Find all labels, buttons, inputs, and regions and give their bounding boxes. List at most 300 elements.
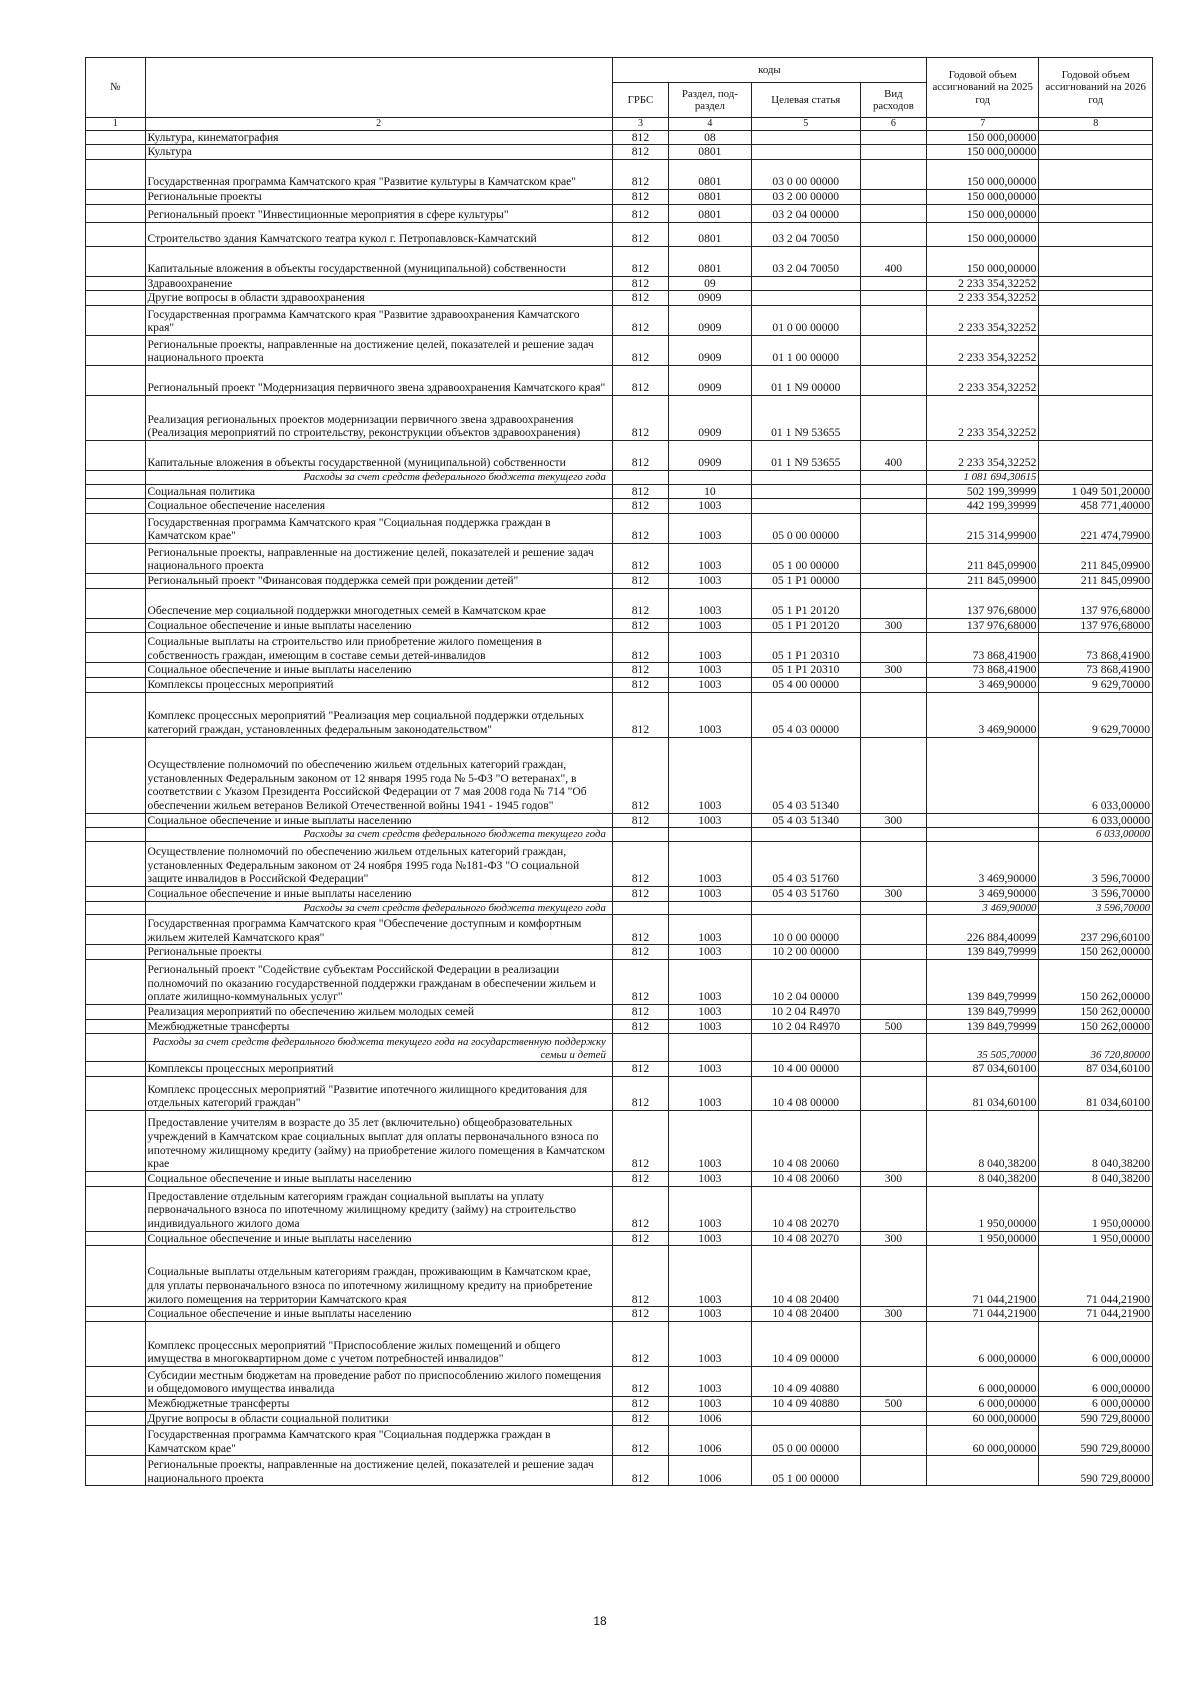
row-exp-type bbox=[860, 222, 926, 246]
row-exp-type bbox=[860, 513, 926, 543]
row-target: 10 4 08 20060 bbox=[751, 1172, 860, 1187]
row-name: Комплекс процессных мероприятий "Реализация мер социальной поддержки отдельных категорий граждан, установленных федеральным законодательством" bbox=[145, 692, 612, 737]
row-target: 01 1 N9 53655 bbox=[751, 440, 860, 470]
row-amount-2025: 150 000,00000 bbox=[926, 204, 1038, 222]
row-number bbox=[86, 513, 146, 543]
row-exp-type bbox=[860, 960, 926, 1005]
row-grbs: 812 bbox=[612, 543, 668, 573]
row-amount-2026: 1 049 501,20000 bbox=[1039, 484, 1153, 499]
row-amount-2026: 6 000,00000 bbox=[1039, 1397, 1153, 1412]
row-target: 05 4 03 00000 bbox=[751, 692, 860, 737]
row-grbs: 812 bbox=[612, 945, 668, 960]
row-amount-2025: 226 884,40099 bbox=[926, 915, 1038, 945]
row-section: 1003 bbox=[669, 1172, 752, 1187]
row-amount-2025: 6 000,00000 bbox=[926, 1322, 1038, 1367]
row-target: 05 0 00 00000 bbox=[751, 513, 860, 543]
row-number bbox=[86, 737, 146, 813]
row-number bbox=[86, 663, 146, 678]
row-exp-type bbox=[860, 737, 926, 813]
row-section: 0909 bbox=[669, 440, 752, 470]
row-amount-2026: 150 262,00000 bbox=[1039, 945, 1153, 960]
row-amount-2026: 6 000,00000 bbox=[1039, 1367, 1153, 1397]
row-number bbox=[86, 130, 146, 145]
row-number bbox=[86, 1005, 146, 1020]
row-section: 0801 bbox=[669, 222, 752, 246]
row-exp-type bbox=[860, 130, 926, 145]
row-section bbox=[669, 828, 752, 842]
row-exp-type: 300 bbox=[860, 813, 926, 828]
row-grbs: 812 bbox=[612, 335, 668, 365]
row-amount-2025: 73 868,41900 bbox=[926, 663, 1038, 678]
row-grbs bbox=[612, 470, 668, 484]
header-target: Целевая статья bbox=[751, 83, 860, 118]
row-section bbox=[669, 1034, 752, 1062]
table-row bbox=[86, 618, 1153, 633]
row-amount-2025: 35 505,70000 bbox=[926, 1034, 1038, 1062]
row-grbs: 812 bbox=[612, 813, 668, 828]
row-amount-2026: 8 040,38200 bbox=[1039, 1111, 1153, 1172]
row-amount-2026: 73 868,41900 bbox=[1039, 663, 1153, 678]
row-amount-2025: 442 199,39999 bbox=[926, 499, 1038, 514]
row-amount-2025: 81 034,60100 bbox=[926, 1077, 1038, 1111]
row-grbs: 812 bbox=[612, 246, 668, 276]
row-grbs: 812 bbox=[612, 1307, 668, 1322]
row-target bbox=[751, 484, 860, 499]
row-section: 1003 bbox=[669, 1367, 752, 1397]
row-amount-2026: 87 034,60100 bbox=[1039, 1062, 1153, 1077]
row-section: 1003 bbox=[669, 915, 752, 945]
row-number bbox=[86, 484, 146, 499]
row-amount-2025: 71 044,21900 bbox=[926, 1246, 1038, 1307]
row-exp-type bbox=[860, 499, 926, 514]
table-row bbox=[86, 1231, 1153, 1246]
row-section: 1003 bbox=[669, 1019, 752, 1034]
table-row bbox=[86, 440, 1153, 470]
row-exp-type bbox=[860, 1111, 926, 1172]
row-exp-type bbox=[860, 945, 926, 960]
row-amount-2026: 458 771,40000 bbox=[1039, 499, 1153, 514]
row-number bbox=[86, 573, 146, 588]
row-section: 1003 bbox=[669, 1005, 752, 1020]
row-grbs: 812 bbox=[612, 130, 668, 145]
row-amount-2026 bbox=[1039, 222, 1153, 246]
row-amount-2026: 1 950,00000 bbox=[1039, 1186, 1153, 1231]
row-amount-2025: 211 845,09900 bbox=[926, 573, 1038, 588]
row-target: 05 4 03 51760 bbox=[751, 842, 860, 887]
table-row bbox=[86, 222, 1153, 246]
row-exp-type bbox=[860, 365, 926, 395]
row-amount-2025: 150 000,00000 bbox=[926, 189, 1038, 204]
row-number bbox=[86, 204, 146, 222]
table-row bbox=[86, 813, 1153, 828]
row-amount-2025: 3 469,90000 bbox=[926, 842, 1038, 887]
row-amount-2026 bbox=[1039, 159, 1153, 189]
col-number: 2 bbox=[145, 118, 612, 131]
row-amount-2025: 139 849,79999 bbox=[926, 1005, 1038, 1020]
table-row bbox=[86, 1397, 1153, 1412]
row-target bbox=[751, 828, 860, 842]
row-number bbox=[86, 335, 146, 365]
row-amount-2025: 3 469,90000 bbox=[926, 901, 1038, 915]
row-target: 10 4 08 20400 bbox=[751, 1307, 860, 1322]
table-row bbox=[86, 1077, 1153, 1111]
table-row bbox=[86, 145, 1153, 160]
row-number bbox=[86, 222, 146, 246]
row-amount-2026: 8 040,38200 bbox=[1039, 1172, 1153, 1187]
row-grbs: 812 bbox=[612, 842, 668, 887]
row-grbs bbox=[612, 1034, 668, 1062]
row-number bbox=[86, 1062, 146, 1077]
row-amount-2026 bbox=[1039, 470, 1153, 484]
row-number bbox=[86, 246, 146, 276]
row-amount-2026 bbox=[1039, 365, 1153, 395]
federal-budget-note-row bbox=[86, 1034, 1153, 1062]
row-amount-2026 bbox=[1039, 291, 1153, 306]
row-grbs: 812 bbox=[612, 1426, 668, 1456]
row-target: 10 4 00 00000 bbox=[751, 1062, 860, 1077]
row-number bbox=[86, 1246, 146, 1307]
row-number bbox=[86, 470, 146, 484]
table-row bbox=[86, 543, 1153, 573]
row-exp-type bbox=[860, 828, 926, 842]
row-amount-2026: 211 845,09900 bbox=[1039, 573, 1153, 588]
table-row bbox=[86, 291, 1153, 306]
row-amount-2026: 3 596,70000 bbox=[1039, 842, 1153, 887]
col-number: 4 bbox=[669, 118, 752, 131]
row-target bbox=[751, 499, 860, 514]
row-target bbox=[751, 470, 860, 484]
row-exp-type: 400 bbox=[860, 440, 926, 470]
table-row bbox=[86, 276, 1153, 291]
row-target: 10 4 08 20270 bbox=[751, 1186, 860, 1231]
table-row bbox=[86, 677, 1153, 692]
row-target bbox=[751, 901, 860, 915]
row-amount-2026 bbox=[1039, 189, 1153, 204]
row-amount-2026: 237 296,60100 bbox=[1039, 915, 1153, 945]
row-exp-type bbox=[860, 1186, 926, 1231]
row-target: 10 4 09 40880 bbox=[751, 1397, 860, 1412]
row-target: 10 0 00 00000 bbox=[751, 915, 860, 945]
table-row bbox=[86, 663, 1153, 678]
row-amount-2026: 1 950,00000 bbox=[1039, 1231, 1153, 1246]
row-grbs: 812 bbox=[612, 1411, 668, 1426]
row-amount-2026 bbox=[1039, 145, 1153, 160]
row-name: Социальное обеспечение и иные выплаты населению bbox=[145, 887, 612, 902]
row-name: Межбюджетные трансферты bbox=[145, 1019, 612, 1034]
row-section: 1003 bbox=[669, 588, 752, 618]
row-section: 0909 bbox=[669, 305, 752, 335]
row-grbs: 812 bbox=[612, 1077, 668, 1111]
row-target: 10 4 08 20400 bbox=[751, 1246, 860, 1307]
row-exp-type bbox=[860, 1246, 926, 1307]
row-grbs: 812 bbox=[612, 618, 668, 633]
row-exp-type bbox=[860, 395, 926, 440]
row-grbs bbox=[612, 901, 668, 915]
row-number bbox=[86, 692, 146, 737]
row-number bbox=[86, 1456, 146, 1486]
row-name: Региональные проекты, направленные на достижение целей, показателей и решение задач национального проекта bbox=[145, 1456, 612, 1486]
row-number bbox=[86, 633, 146, 663]
row-section bbox=[669, 470, 752, 484]
row-target: 05 4 00 00000 bbox=[751, 677, 860, 692]
row-number bbox=[86, 887, 146, 902]
row-amount-2026: 73 868,41900 bbox=[1039, 633, 1153, 663]
row-target: 05 0 00 00000 bbox=[751, 1426, 860, 1456]
row-exp-type bbox=[860, 305, 926, 335]
row-number bbox=[86, 1186, 146, 1231]
row-grbs: 812 bbox=[612, 633, 668, 663]
col-number: 3 bbox=[612, 118, 668, 131]
table-row bbox=[86, 573, 1153, 588]
row-amount-2025: 2 233 354,32252 bbox=[926, 365, 1038, 395]
row-section: 1006 bbox=[669, 1456, 752, 1486]
row-exp-type bbox=[860, 484, 926, 499]
row-grbs: 812 bbox=[612, 204, 668, 222]
row-amount-2026: 9 629,70000 bbox=[1039, 692, 1153, 737]
row-name: Государственная программа Камчатского края "Развитие здравоохранения Камчатского края" bbox=[145, 305, 612, 335]
row-grbs: 812 bbox=[612, 189, 668, 204]
row-number bbox=[86, 1307, 146, 1322]
row-amount-2025: 215 314,99900 bbox=[926, 513, 1038, 543]
row-section: 1003 bbox=[669, 499, 752, 514]
col-number: 7 bbox=[926, 118, 1038, 131]
row-target bbox=[751, 1034, 860, 1062]
table-row bbox=[86, 842, 1153, 887]
row-name: Обеспечение мер социальной поддержки многодетных семей в Камчатском крае bbox=[145, 588, 612, 618]
table-row bbox=[86, 945, 1153, 960]
row-exp-type bbox=[860, 470, 926, 484]
row-amount-2026 bbox=[1039, 204, 1153, 222]
row-name: Другие вопросы в области социальной политики bbox=[145, 1411, 612, 1426]
row-amount-2026 bbox=[1039, 305, 1153, 335]
row-grbs: 812 bbox=[612, 440, 668, 470]
row-exp-type bbox=[860, 159, 926, 189]
row-grbs: 812 bbox=[612, 1246, 668, 1307]
table-row bbox=[86, 246, 1153, 276]
table-row bbox=[86, 887, 1153, 902]
row-grbs: 812 bbox=[612, 887, 668, 902]
row-section: 1003 bbox=[669, 1322, 752, 1367]
row-name: Социальное обеспечение и иные выплаты населению bbox=[145, 618, 612, 633]
row-exp-type: 300 bbox=[860, 618, 926, 633]
row-target: 01 1 00 00000 bbox=[751, 335, 860, 365]
row-amount-2025: 60 000,00000 bbox=[926, 1426, 1038, 1456]
row-name: Региональный проект "Модернизация первичного звена здравоохранения Камчатского края" bbox=[145, 365, 612, 395]
row-amount-2025: 87 034,60100 bbox=[926, 1062, 1038, 1077]
row-exp-type bbox=[860, 291, 926, 306]
row-section: 1003 bbox=[669, 677, 752, 692]
table-row bbox=[86, 189, 1153, 204]
row-number bbox=[86, 1077, 146, 1111]
row-grbs: 812 bbox=[612, 1322, 668, 1367]
row-name: Реализация мероприятий по обеспечению жильем молодых семей bbox=[145, 1005, 612, 1020]
row-amount-2025: 71 044,21900 bbox=[926, 1307, 1038, 1322]
table-row bbox=[86, 1367, 1153, 1397]
row-grbs: 812 bbox=[612, 513, 668, 543]
row-section: 1003 bbox=[669, 945, 752, 960]
row-name: Комплексы процессных мероприятий bbox=[145, 677, 612, 692]
row-target: 10 2 04 00000 bbox=[751, 960, 860, 1005]
row-grbs: 812 bbox=[612, 737, 668, 813]
row-grbs: 812 bbox=[612, 159, 668, 189]
row-section: 1003 bbox=[669, 618, 752, 633]
row-target: 05 1 00 00000 bbox=[751, 543, 860, 573]
row-exp-type bbox=[860, 1426, 926, 1456]
row-amount-2025: 211 845,09900 bbox=[926, 543, 1038, 573]
table-row bbox=[86, 1246, 1153, 1307]
row-amount-2025: 3 469,90000 bbox=[926, 692, 1038, 737]
row-grbs: 812 bbox=[612, 1172, 668, 1187]
row-grbs: 812 bbox=[612, 915, 668, 945]
row-section: 1006 bbox=[669, 1426, 752, 1456]
table-row bbox=[86, 204, 1153, 222]
budget-table-sheet bbox=[85, 57, 1153, 1486]
row-target: 10 4 09 00000 bbox=[751, 1322, 860, 1367]
row-amount-2026: 3 596,70000 bbox=[1039, 887, 1153, 902]
row-target: 10 4 08 20270 bbox=[751, 1231, 860, 1246]
row-name: Комплексы процессных мероприятий bbox=[145, 1062, 612, 1077]
table-row bbox=[86, 1307, 1153, 1322]
budget-table bbox=[85, 57, 1153, 1486]
table-row bbox=[86, 1005, 1153, 1020]
row-amount-2026: 137 976,68000 bbox=[1039, 588, 1153, 618]
row-name: Государственная программа Камчатского края "Социальная поддержка граждан в Камчатском крае" bbox=[145, 513, 612, 543]
row-target bbox=[751, 130, 860, 145]
row-target: 05 4 03 51340 bbox=[751, 813, 860, 828]
row-name: Осуществление полномочий по обеспечению жильем отдельных категорий граждан, установленных Федеральным законом от 24 ноября 1995 года №181-ФЗ "О социальной защите инвалидов в Российской Федерации" bbox=[145, 842, 612, 887]
table-row bbox=[86, 692, 1153, 737]
row-number bbox=[86, 901, 146, 915]
row-name: Межбюджетные трансферты bbox=[145, 1397, 612, 1412]
row-section: 1003 bbox=[669, 1111, 752, 1172]
row-grbs: 812 bbox=[612, 222, 668, 246]
row-amount-2026: 71 044,21900 bbox=[1039, 1246, 1153, 1307]
row-number bbox=[86, 1019, 146, 1034]
row-exp-type bbox=[860, 901, 926, 915]
row-name: Здравоохранение bbox=[145, 276, 612, 291]
row-amount-2025: 2 233 354,32252 bbox=[926, 395, 1038, 440]
row-amount-2026: 3 596,70000 bbox=[1039, 901, 1153, 915]
row-grbs: 812 bbox=[612, 291, 668, 306]
row-target: 03 2 04 70050 bbox=[751, 246, 860, 276]
row-section bbox=[669, 901, 752, 915]
row-exp-type bbox=[860, 633, 926, 663]
row-number bbox=[86, 543, 146, 573]
row-target: 03 0 00 00000 bbox=[751, 159, 860, 189]
row-name: Региональные проекты, направленные на достижение целей, показателей и решение задач национального проекта bbox=[145, 543, 612, 573]
row-section: 1003 bbox=[669, 813, 752, 828]
row-exp-type bbox=[860, 915, 926, 945]
row-name: Социальное обеспечение и иные выплаты населению bbox=[145, 1231, 612, 1246]
row-name: Предоставление учителям в возрасте до 35 лет (включительно) общеобразовательных учреждений в Камчатском крае социальных выплат для оплаты первоначального взноса по ипотечному жилищному кредиту (займу) на приобретение жилого помещения в Камчатском крае bbox=[145, 1111, 612, 1172]
row-amount-2026: 211 845,09900 bbox=[1039, 543, 1153, 573]
row-number bbox=[86, 1231, 146, 1246]
row-grbs: 812 bbox=[612, 663, 668, 678]
row-target: 03 2 00 00000 bbox=[751, 189, 860, 204]
row-number bbox=[86, 189, 146, 204]
row-amount-2025: 137 976,68000 bbox=[926, 618, 1038, 633]
row-amount-2025 bbox=[926, 1456, 1038, 1486]
col-number: 5 bbox=[751, 118, 860, 131]
row-amount-2026: 150 262,00000 bbox=[1039, 1005, 1153, 1020]
row-number bbox=[86, 1397, 146, 1412]
row-amount-2025: 2 233 354,32252 bbox=[926, 291, 1038, 306]
row-name: Расходы за счет средств федерального бюджета текущего года на государственную поддержку семьи и детей bbox=[145, 1034, 612, 1062]
row-section: 0801 bbox=[669, 189, 752, 204]
row-section: 09 bbox=[669, 276, 752, 291]
page-number: 18 bbox=[593, 1614, 607, 1628]
row-grbs: 812 bbox=[612, 395, 668, 440]
row-exp-type bbox=[860, 677, 926, 692]
row-exp-type: 300 bbox=[860, 887, 926, 902]
row-number bbox=[86, 1426, 146, 1456]
row-amount-2026: 6 033,00000 bbox=[1039, 813, 1153, 828]
row-amount-2026 bbox=[1039, 130, 1153, 145]
row-amount-2025: 150 000,00000 bbox=[926, 130, 1038, 145]
row-exp-type bbox=[860, 1034, 926, 1062]
table-row bbox=[86, 1456, 1153, 1486]
row-exp-type bbox=[860, 573, 926, 588]
row-amount-2026 bbox=[1039, 395, 1153, 440]
row-number bbox=[86, 291, 146, 306]
row-exp-type: 500 bbox=[860, 1019, 926, 1034]
table-row bbox=[86, 305, 1153, 335]
row-name: Комплекс процессных мероприятий "Приспособление жилых помещений и общего имущества в многоквартирном доме с учетом потребностей инвалидов" bbox=[145, 1322, 612, 1367]
table-row bbox=[86, 365, 1153, 395]
row-name: Расходы за счет средств федерального бюджета текущего года bbox=[145, 828, 612, 842]
row-target: 10 2 04 R4970 bbox=[751, 1005, 860, 1020]
table-row bbox=[86, 915, 1153, 945]
table-row bbox=[86, 1062, 1153, 1077]
row-target bbox=[751, 291, 860, 306]
header-2025: Годовой объем ассигнований на 2025 год bbox=[926, 58, 1038, 118]
row-name: Региональный проект "Финансовая поддержка семей при рождении детей" bbox=[145, 573, 612, 588]
row-section: 1003 bbox=[669, 737, 752, 813]
row-name: Государственная программа Камчатского края "Обеспечение доступным и комфортным жильем жителей Камчатского края" bbox=[145, 915, 612, 945]
row-target: 05 1 P1 20120 bbox=[751, 618, 860, 633]
row-amount-2025: 139 849,79999 bbox=[926, 960, 1038, 1005]
row-name: Социальное обеспечение и иные выплаты населению bbox=[145, 1307, 612, 1322]
row-section: 1003 bbox=[669, 887, 752, 902]
row-section: 0909 bbox=[669, 365, 752, 395]
row-grbs: 812 bbox=[612, 1456, 668, 1486]
table-row bbox=[86, 633, 1153, 663]
row-number bbox=[86, 365, 146, 395]
row-number bbox=[86, 1322, 146, 1367]
row-amount-2026: 590 729,80000 bbox=[1039, 1426, 1153, 1456]
row-amount-2025: 139 849,79999 bbox=[926, 1019, 1038, 1034]
row-amount-2025: 3 469,90000 bbox=[926, 677, 1038, 692]
row-number bbox=[86, 677, 146, 692]
row-target bbox=[751, 145, 860, 160]
row-target: 05 4 03 51760 bbox=[751, 887, 860, 902]
row-number bbox=[86, 1111, 146, 1172]
row-section: 1006 bbox=[669, 1411, 752, 1426]
row-target: 10 4 09 40880 bbox=[751, 1367, 860, 1397]
header-num: № bbox=[86, 58, 146, 118]
row-target: 03 2 04 00000 bbox=[751, 204, 860, 222]
row-section: 0801 bbox=[669, 145, 752, 160]
row-exp-type bbox=[860, 1077, 926, 1111]
row-name: Социальное обеспечение и иные выплаты населению bbox=[145, 1172, 612, 1187]
row-section: 0909 bbox=[669, 395, 752, 440]
table-row bbox=[86, 1411, 1153, 1426]
row-target: 10 4 08 00000 bbox=[751, 1077, 860, 1111]
table-row bbox=[86, 513, 1153, 543]
row-exp-type bbox=[860, 1367, 926, 1397]
row-number bbox=[86, 1034, 146, 1062]
row-amount-2025: 8 040,38200 bbox=[926, 1172, 1038, 1187]
